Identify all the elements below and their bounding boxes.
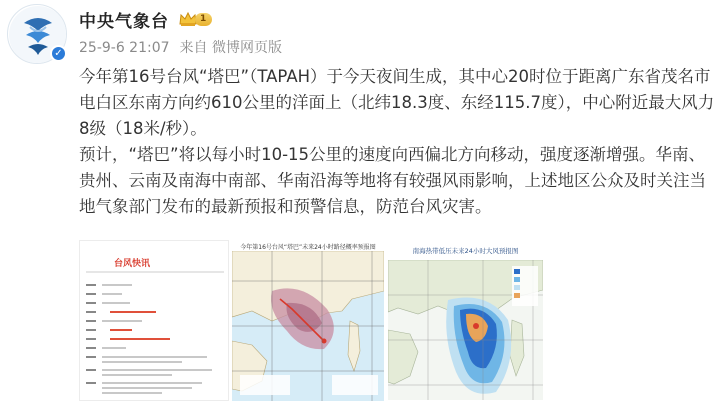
bulletin-card-title: 台风快讯 xyxy=(114,259,151,269)
post-paragraph: 今年第16号台风“塔巴”（TAPAH）于今天夜间生成，其中心20时位于距离广东省茂名市电白区东南方向约610公里的洋面上（北纬18.3度、东经115.7度），中心附近最大风力8级（18米/秒）。 xyxy=(79,67,715,138)
post-paragraph: 预计，“塔巴”将以每小时10-15公里的速度向西偏北方向移动，强度逐渐增强。华南、贵州、云南及南海中南部、华南沿海等地将有较强风雨影响，上述地区公众及时关注当地气象部门发布的最新预报和预警信息，防范台风灾害。 xyxy=(79,145,706,216)
post-images xyxy=(79,240,720,401)
post-source: 来自 微博网页版 xyxy=(179,40,282,56)
avatar[interactable] xyxy=(7,4,67,64)
post-timestamp[interactable]: 25-9-6 21:07 xyxy=(79,40,170,56)
post-meta xyxy=(79,37,282,57)
vip-level: 1 xyxy=(195,13,212,26)
verified-check-icon: ✓ xyxy=(50,45,67,62)
track-map-title: 今年第16号台风“塔巴”未来24小时路径概率预报图 xyxy=(240,244,376,251)
author-name[interactable]: 中央气象台 xyxy=(79,11,169,32)
wind-map-title: 南海热带低压未来24小时大风预报图 xyxy=(412,247,519,255)
image-wind-map[interactable] xyxy=(388,240,543,401)
post-body xyxy=(79,64,715,220)
vip-badge[interactable] xyxy=(178,11,212,27)
image-track-map[interactable] xyxy=(232,240,384,401)
author-header xyxy=(79,8,212,30)
image-bulletin-card[interactable] xyxy=(79,240,229,401)
